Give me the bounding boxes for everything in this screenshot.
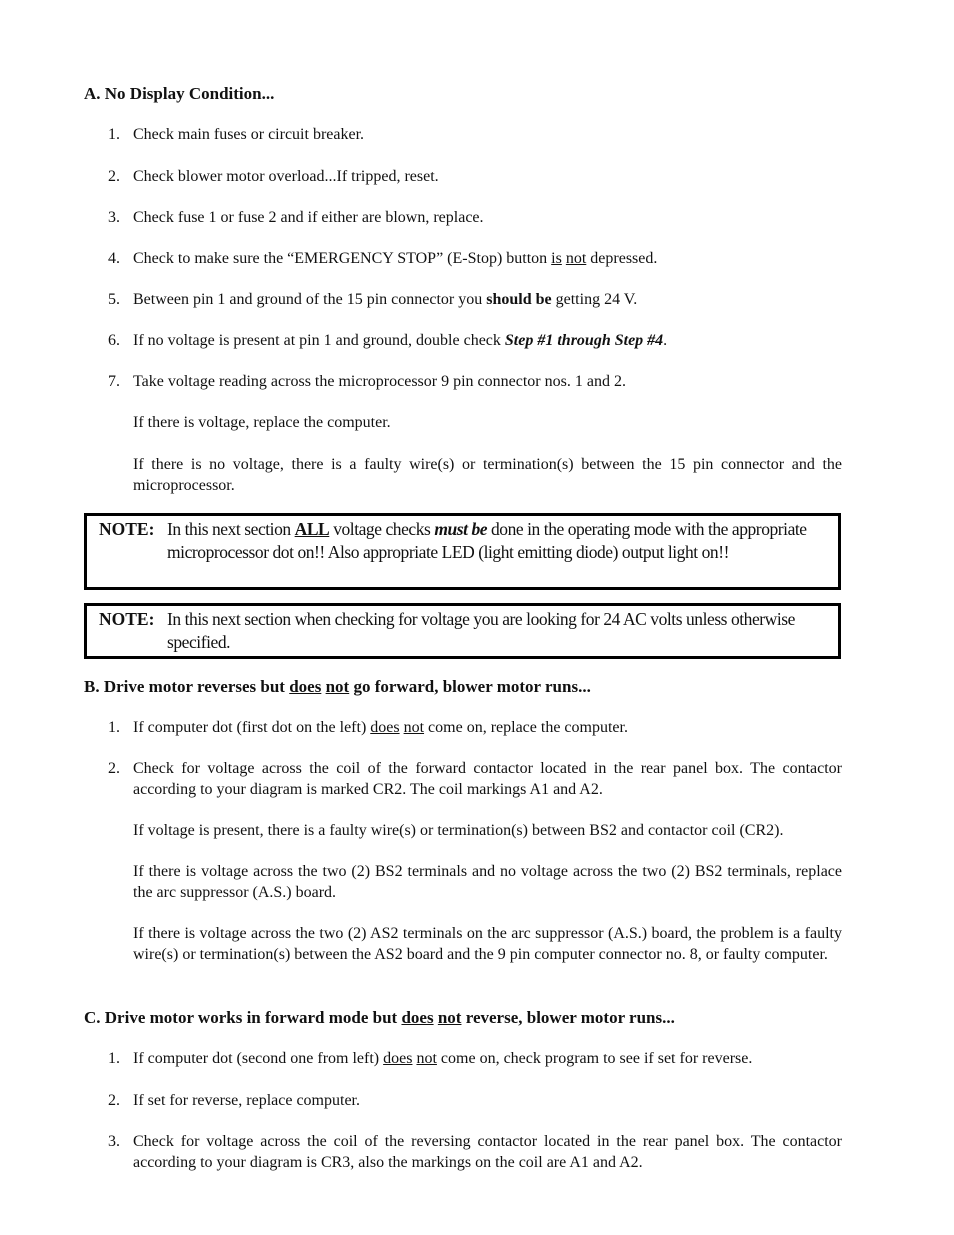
list-item (108, 248, 842, 269)
item-text: Check blower motor overload...If tripped, reset. (133, 168, 439, 185)
item-text: If computer dot (first dot on the left) does not come on, replace the computer. (133, 719, 628, 736)
list-item (108, 1090, 842, 1111)
list-item (108, 207, 842, 228)
item-text: Check for voltage across the coil of the forward contactor located in the rear panel box. The contactor according to your diagram is marked CR2. The coil markings A1 and A2. (133, 760, 842, 798)
list-item (108, 371, 842, 392)
item-text: Take voltage reading across the microprocessor 9 pin connector nos. 1 and 2. (133, 373, 626, 390)
item-text: Check main fuses or circuit breaker. (133, 126, 365, 143)
item-number: 2. (108, 1092, 120, 1109)
item-text: If no voltage is present at pin 1 and ground, double check Step #1 through Step #4. (133, 332, 668, 349)
item-number: 2. (108, 760, 120, 777)
item-text: Check for voltage across the coil of the reversing contactor located in the rear panel box. The contactor according to your diagram is CR3, also the markings on the coil are A1 and A2. (133, 1133, 842, 1171)
paragraph: If there is voltage across the two (2) AS2 terminals on the arc suppressor (A.S.) board, the problem is a faulty wire(s) or termination(s) between the AS2 board and the 9 pin computer connector no. 8, or faulty computer. (133, 925, 842, 963)
list-item (108, 758, 842, 800)
item-number: 1. (108, 1050, 120, 1067)
item-number: 4. (108, 250, 120, 267)
list-item (108, 166, 842, 187)
note-text: In this next section when checking for voltage you are looking for 24 AC volts unless otherwise specified. (167, 609, 795, 652)
note-label: NOTE: (99, 519, 155, 539)
item-number: 2. (108, 168, 120, 185)
item-number: 6. (108, 332, 120, 349)
paragraph: If there is voltage across the two (2) BS2 terminals and no voltage across the two (2) BS2 terminals, replace the arc suppressor (A.S.) board. (133, 863, 842, 901)
list-item (108, 1048, 842, 1069)
item-text: If computer dot (second one from left) does not come on, check program to see if set for reverse. (133, 1050, 753, 1067)
note-box (84, 513, 841, 590)
item-number: 1. (108, 719, 120, 736)
item-text: If set for reverse, replace computer. (133, 1092, 360, 1109)
paragraph: If voltage is present, there is a faulty wire(s) or termination(s) between BS2 and contactor coil (CR2). (133, 822, 784, 839)
list-item (108, 330, 842, 351)
list-item (108, 1131, 842, 1173)
item-text: Check fuse 1 or fuse 2 and if either are blown, replace. (133, 209, 484, 226)
paragraph: If there is no voltage, there is a faulty wire(s) or termination(s) between the 15 pin connector and the microprocessor. (133, 456, 842, 494)
note-box (84, 603, 841, 659)
item-number: 3. (108, 1133, 120, 1150)
note-label: NOTE: (99, 609, 155, 629)
paragraph: If there is voltage, replace the computer. (133, 414, 391, 431)
list-item (108, 124, 842, 145)
section-a-heading: A. No Display Condition... (84, 84, 275, 103)
section-b-heading: B. Drive motor reverses but does not go forward, blower motor runs... (84, 677, 591, 696)
list-item (108, 289, 842, 310)
item-number: 7. (108, 373, 120, 390)
list-item (108, 717, 842, 738)
item-number: 1. (108, 126, 120, 143)
item-number: 3. (108, 209, 120, 226)
item-text: Check to make sure the “EMERGENCY STOP” (E-Stop) button is not depressed. (133, 250, 658, 267)
note-text: In this next section ALL voltage checks must be done in the operating mode with the appropriate microprocessor dot on!! Also appropriate LED (light emitting diode) output light on!! (167, 519, 807, 562)
section-c-heading: C. Drive motor works in forward mode but does not reverse, blower motor runs... (84, 1008, 675, 1027)
item-number: 5. (108, 291, 120, 308)
item-text: Between pin 1 and ground of the 15 pin connector you should be getting 24 V. (133, 291, 638, 308)
